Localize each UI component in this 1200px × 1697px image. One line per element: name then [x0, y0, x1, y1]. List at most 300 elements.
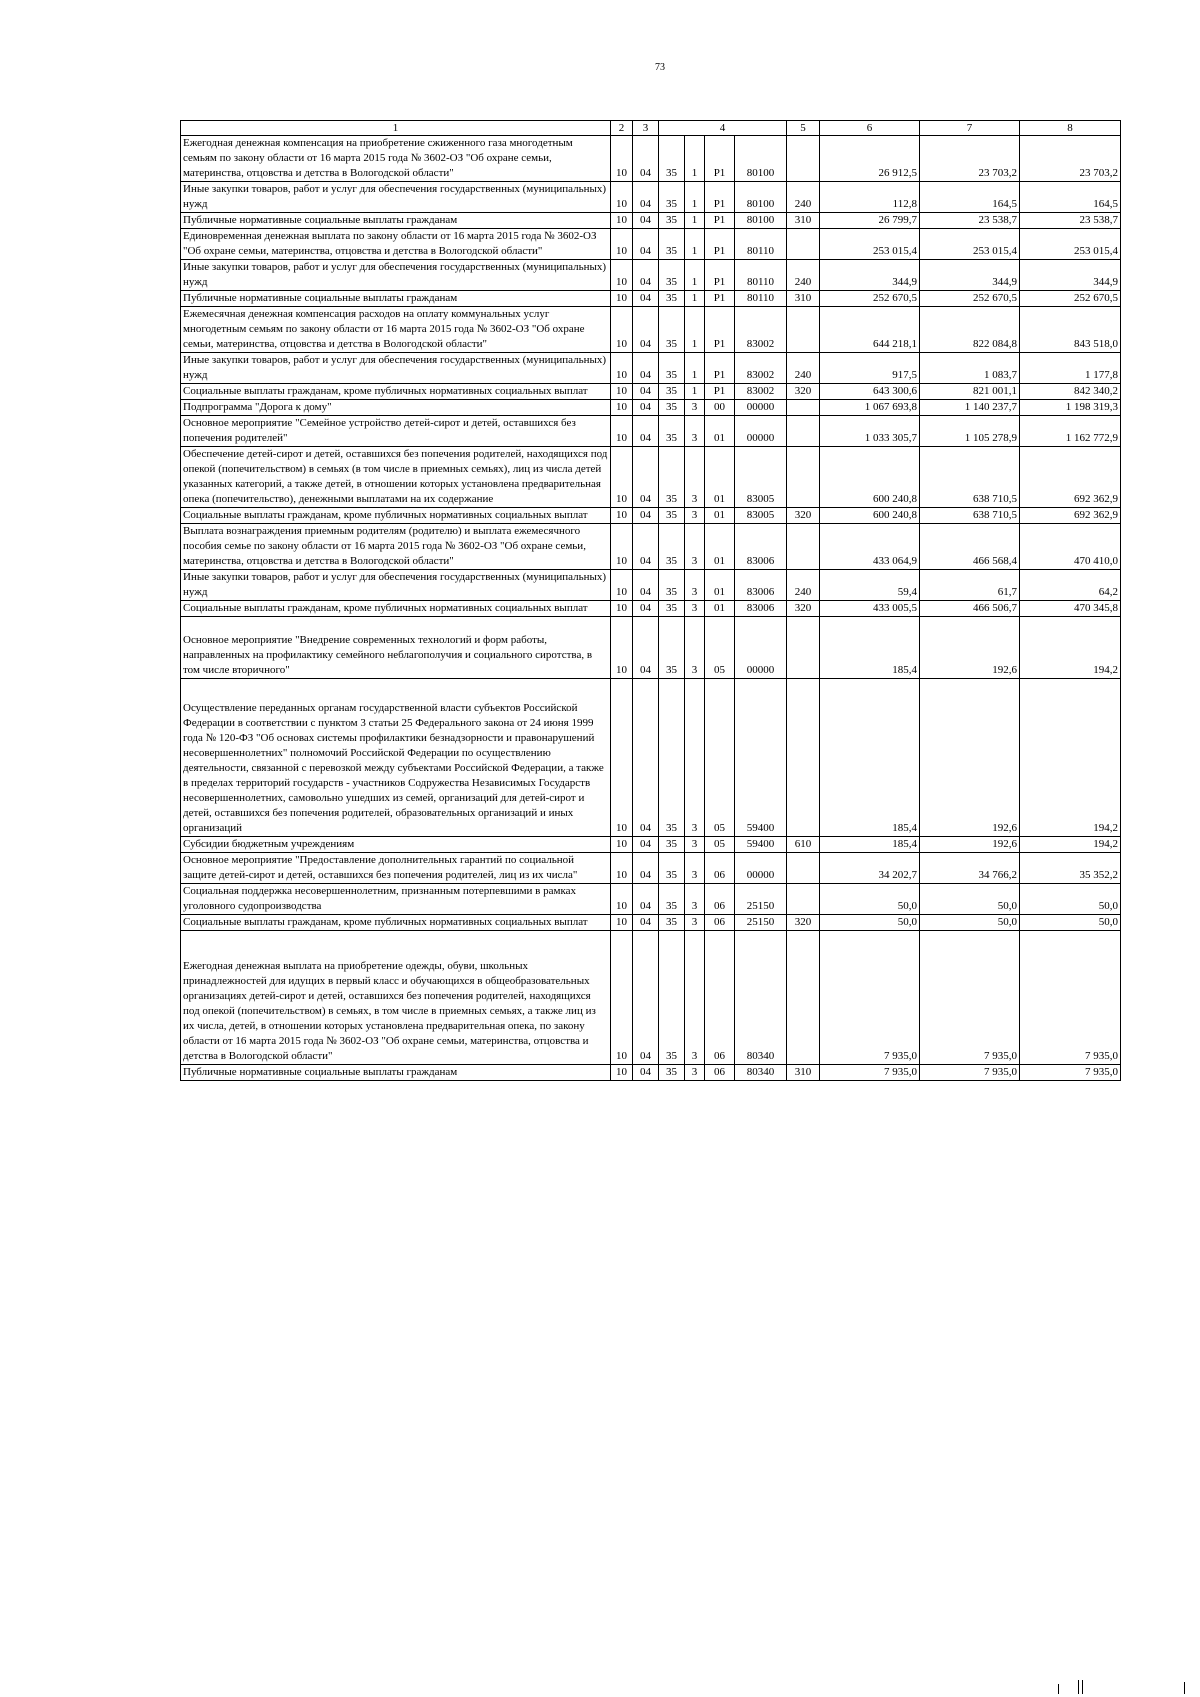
row-col-6: 917,5	[820, 353, 920, 384]
row-col-2: 10	[611, 915, 633, 931]
row-col-4-direction: Р1	[705, 182, 735, 213]
table-row	[181, 182, 1121, 213]
row-col-7: 344,9	[920, 260, 1020, 291]
table-row	[181, 400, 1121, 416]
row-col-4-subprogram: 3	[685, 508, 705, 524]
row-col-4-program: 35	[659, 229, 685, 260]
row-col-4-direction: 05	[705, 837, 735, 853]
row-col-6: 433 005,5	[820, 601, 920, 617]
row-col-6: 34 202,7	[820, 853, 920, 884]
row-col-6: 600 240,8	[820, 447, 920, 508]
table-body	[181, 136, 1121, 1081]
row-col-4-code: 83005	[735, 447, 787, 508]
row-col-7: 252 670,5	[920, 291, 1020, 307]
row-col-8: 64,2	[1020, 570, 1121, 601]
table-row	[181, 570, 1121, 601]
row-col-4-direction: Р1	[705, 136, 735, 182]
row-col-6: 26 799,7	[820, 213, 920, 229]
table-row	[181, 213, 1121, 229]
corner-mark	[1058, 1684, 1059, 1694]
row-col-4-code: 00000	[735, 416, 787, 447]
row-col-7: 821 001,1	[920, 384, 1020, 400]
row-col-5	[787, 416, 820, 447]
row-col-4-subprogram: 3	[685, 915, 705, 931]
row-col-2: 10	[611, 884, 633, 915]
row-col-4-program: 35	[659, 291, 685, 307]
row-col-7: 192,6	[920, 837, 1020, 853]
row-col-5	[787, 447, 820, 508]
row-name: Осуществление переданных органам государственной власти субъектов Российской Федерации в соответствии с пунктом 3 статьи 25 Федерального закона от 24 июня 1999 года № 120-ФЗ "Об основах системы профилактики безнадзорности и правонарушений несовершеннолетних" полномочий Российской Федерации по осуществлению деятельности, связанной с перевозкой между субъектами Российской Федерации, а также в пределах территорий государств - участников Содружества Независимых Государств несовершеннолетних, самовольно ушедших из семей, организаций для детей-сирот и детей, оставшихся без попечения родителей, образовательных организаций и иных организаций	[181, 679, 611, 837]
row-col-8: 1 198 319,3	[1020, 400, 1121, 416]
row-col-7: 1 105 278,9	[920, 416, 1020, 447]
row-col-4-program: 35	[659, 213, 685, 229]
row-col-4-code: 83006	[735, 524, 787, 570]
row-col-7: 253 015,4	[920, 229, 1020, 260]
table-row	[181, 260, 1121, 291]
row-col-7: 7 935,0	[920, 1065, 1020, 1081]
row-col-2: 10	[611, 853, 633, 884]
row-col-8: 842 340,2	[1020, 384, 1121, 400]
row-col-4-subprogram: 3	[685, 884, 705, 915]
header-col-5: 5	[787, 121, 820, 136]
row-col-5: 610	[787, 837, 820, 853]
row-col-4-subprogram: 3	[685, 447, 705, 508]
row-name: Ежегодная денежная компенсация на приобретение сжиженного газа многодетным семьям по закону области от 16 марта 2015 года № 3602-ОЗ "Об охране семьи, материнства, отцовства и детства в Вологодской области"	[181, 136, 611, 182]
row-col-5	[787, 931, 820, 1065]
row-col-8: 843 518,0	[1020, 307, 1121, 353]
row-col-2: 10	[611, 400, 633, 416]
row-col-5	[787, 679, 820, 837]
row-col-4-direction: 00	[705, 400, 735, 416]
row-col-8: 1 162 772,9	[1020, 416, 1121, 447]
row-col-5: 320	[787, 915, 820, 931]
row-col-4-subprogram: 3	[685, 837, 705, 853]
row-col-6: 344,9	[820, 260, 920, 291]
row-col-4-subprogram: 3	[685, 1065, 705, 1081]
row-col-4-subprogram: 3	[685, 524, 705, 570]
row-name: Иные закупки товаров, работ и услуг для обеспечения государственных (муниципальных) нужд	[181, 353, 611, 384]
row-col-6: 7 935,0	[820, 931, 920, 1065]
table-row	[181, 229, 1121, 260]
corner-mark	[1082, 1680, 1083, 1694]
budget-table	[180, 120, 1121, 1081]
row-col-3: 04	[633, 931, 659, 1065]
row-col-6: 7 935,0	[820, 1065, 920, 1081]
row-col-4-direction: 06	[705, 884, 735, 915]
row-col-4-program: 35	[659, 384, 685, 400]
row-col-7: 466 568,4	[920, 524, 1020, 570]
row-col-5	[787, 524, 820, 570]
row-col-2: 10	[611, 182, 633, 213]
row-col-6: 433 064,9	[820, 524, 920, 570]
header-col-7: 7	[920, 121, 1020, 136]
row-col-3: 04	[633, 260, 659, 291]
row-col-8: 252 670,5	[1020, 291, 1121, 307]
row-name: Публичные нормативные социальные выплаты гражданам	[181, 213, 611, 229]
row-col-2: 10	[611, 260, 633, 291]
row-col-4-program: 35	[659, 260, 685, 291]
corner-mark	[1184, 1682, 1185, 1694]
row-col-4-subprogram: 1	[685, 384, 705, 400]
row-col-4-direction: 06	[705, 931, 735, 1065]
row-col-3: 04	[633, 400, 659, 416]
row-name: Ежегодная денежная выплата на приобретение одежды, обуви, школьных принадлежностей для идущих в первый класс и обучающихся в общеобразовательных организациях детей-сирот и детей, оставшихся без попечения родителей, находящихся под опекой (попечительством) в семьях, в том числе в приемных семьях, а также лиц из их числа, детей, в отношении которых установлена предварительная опека, по закону области от 16 марта 2015 года № 3602-ОЗ "Об охране семьи, материнства, отцовства и детства в Вологодской области"	[181, 931, 611, 1065]
row-col-2: 10	[611, 416, 633, 447]
row-col-6: 26 912,5	[820, 136, 920, 182]
row-col-4-code: 80110	[735, 229, 787, 260]
row-col-6: 50,0	[820, 915, 920, 931]
row-name: Социальные выплаты гражданам, кроме публичных нормативных социальных выплат	[181, 601, 611, 617]
row-col-5: 320	[787, 508, 820, 524]
row-col-4-code: 80110	[735, 291, 787, 307]
row-col-4-direction: 01	[705, 570, 735, 601]
row-col-4-subprogram: 1	[685, 213, 705, 229]
row-col-6: 1 067 693,8	[820, 400, 920, 416]
header-col-6: 6	[820, 121, 920, 136]
row-col-4-code: 80340	[735, 1065, 787, 1081]
table-row	[181, 931, 1121, 1065]
table-row	[181, 853, 1121, 884]
row-col-8: 194,2	[1020, 617, 1121, 679]
row-col-4-code: 25150	[735, 884, 787, 915]
row-col-4-program: 35	[659, 508, 685, 524]
row-col-4-code: 80100	[735, 182, 787, 213]
row-name: Основное мероприятие "Семейное устройство детей-сирот и детей, оставшихся без попечения родителей"	[181, 416, 611, 447]
row-col-8: 7 935,0	[1020, 931, 1121, 1065]
row-col-3: 04	[633, 416, 659, 447]
row-col-3: 04	[633, 617, 659, 679]
row-col-4-program: 35	[659, 931, 685, 1065]
row-col-4-program: 35	[659, 884, 685, 915]
header-col-3: 3	[633, 121, 659, 136]
row-col-6: 59,4	[820, 570, 920, 601]
row-col-2: 10	[611, 931, 633, 1065]
header-col-8: 8	[1020, 121, 1121, 136]
row-col-5: 240	[787, 570, 820, 601]
header-col-2: 2	[611, 121, 633, 136]
row-col-4-code: 80340	[735, 931, 787, 1065]
row-name: Иные закупки товаров, работ и услуг для обеспечения государственных (муниципальных) нужд	[181, 570, 611, 601]
row-col-7: 1 083,7	[920, 353, 1020, 384]
row-col-8: 7 935,0	[1020, 1065, 1121, 1081]
row-col-4-direction: Р1	[705, 229, 735, 260]
row-col-4-code: 80100	[735, 213, 787, 229]
row-name: Социальные выплаты гражданам, кроме публичных нормативных социальных выплат	[181, 384, 611, 400]
row-col-7: 466 506,7	[920, 601, 1020, 617]
row-col-2: 10	[611, 291, 633, 307]
row-col-3: 04	[633, 384, 659, 400]
row-col-2: 10	[611, 508, 633, 524]
row-col-5	[787, 136, 820, 182]
row-col-2: 10	[611, 229, 633, 260]
row-name: Социальные выплаты гражданам, кроме публичных нормативных социальных выплат	[181, 508, 611, 524]
row-col-4-subprogram: 1	[685, 229, 705, 260]
row-col-4-subprogram: 3	[685, 931, 705, 1065]
row-col-3: 04	[633, 136, 659, 182]
row-col-4-direction: 01	[705, 508, 735, 524]
row-col-4-program: 35	[659, 915, 685, 931]
row-col-4-program: 35	[659, 524, 685, 570]
table-row	[181, 884, 1121, 915]
table-row	[181, 291, 1121, 307]
row-col-4-direction: 01	[705, 524, 735, 570]
row-col-2: 10	[611, 617, 633, 679]
row-col-3: 04	[633, 570, 659, 601]
row-col-4-direction: Р1	[705, 384, 735, 400]
row-name: Публичные нормативные социальные выплаты гражданам	[181, 1065, 611, 1081]
row-col-6: 185,4	[820, 679, 920, 837]
row-col-4-code: 00000	[735, 400, 787, 416]
row-name: Основное мероприятие "Предоставление дополнительных гарантий по социальной защите детей-сирот и детей, оставшихся без попечения родителей, лиц из их числа"	[181, 853, 611, 884]
row-col-4-subprogram: 3	[685, 853, 705, 884]
row-col-8: 692 362,9	[1020, 447, 1121, 508]
table-row	[181, 679, 1121, 837]
row-col-7: 50,0	[920, 915, 1020, 931]
row-name: Субсидии бюджетным учреждениям	[181, 837, 611, 853]
row-name: Иные закупки товаров, работ и услуг для обеспечения государственных (муниципальных) нужд	[181, 260, 611, 291]
row-col-4-program: 35	[659, 601, 685, 617]
row-col-4-direction: 01	[705, 416, 735, 447]
row-col-8: 50,0	[1020, 884, 1121, 915]
row-col-4-subprogram: 3	[685, 570, 705, 601]
row-col-5	[787, 229, 820, 260]
row-col-5: 320	[787, 384, 820, 400]
table-row	[181, 617, 1121, 679]
row-col-3: 04	[633, 508, 659, 524]
row-col-7: 34 766,2	[920, 853, 1020, 884]
table-row	[181, 524, 1121, 570]
row-col-4-code: 25150	[735, 915, 787, 931]
row-col-5: 310	[787, 1065, 820, 1081]
table-row	[181, 601, 1121, 617]
row-col-6: 252 670,5	[820, 291, 920, 307]
row-col-7: 192,6	[920, 617, 1020, 679]
row-col-4-direction: 01	[705, 601, 735, 617]
row-col-4-program: 35	[659, 136, 685, 182]
row-col-4-program: 35	[659, 182, 685, 213]
row-col-4-program: 35	[659, 400, 685, 416]
header-col-4: 4	[659, 121, 787, 136]
row-col-4-subprogram: 1	[685, 353, 705, 384]
row-col-2: 10	[611, 570, 633, 601]
row-col-3: 04	[633, 213, 659, 229]
row-col-4-subprogram: 1	[685, 307, 705, 353]
row-name: Выплата вознаграждения приемным родителям (родителю) и выплата ежемесячного пособия семье по закону области от 16 марта 2015 года № 3602-ОЗ "Об охране семьи, материнства, отцовства и детства в Вологодской области"	[181, 524, 611, 570]
row-col-3: 04	[633, 1065, 659, 1081]
row-col-8: 692 362,9	[1020, 508, 1121, 524]
table-row	[181, 136, 1121, 182]
table-row	[181, 384, 1121, 400]
row-col-4-subprogram: 1	[685, 291, 705, 307]
row-col-8: 35 352,2	[1020, 853, 1121, 884]
row-col-4-program: 35	[659, 853, 685, 884]
row-col-4-program: 35	[659, 570, 685, 601]
row-col-7: 23 538,7	[920, 213, 1020, 229]
row-col-4-subprogram: 1	[685, 136, 705, 182]
row-col-7: 1 140 237,7	[920, 400, 1020, 416]
row-col-7: 50,0	[920, 884, 1020, 915]
table-row	[181, 508, 1121, 524]
row-col-7: 61,7	[920, 570, 1020, 601]
row-col-3: 04	[633, 601, 659, 617]
row-name: Социальная поддержка несовершеннолетним, признанным потерпевшими в рамках уголовного судопроизводства	[181, 884, 611, 915]
row-name: Иные закупки товаров, работ и услуг для обеспечения государственных (муниципальных) нужд	[181, 182, 611, 213]
row-col-6: 185,4	[820, 837, 920, 853]
row-col-3: 04	[633, 447, 659, 508]
row-col-2: 10	[611, 447, 633, 508]
row-col-3: 04	[633, 182, 659, 213]
row-col-4-code: 83006	[735, 601, 787, 617]
table-row	[181, 837, 1121, 853]
row-col-8: 194,2	[1020, 837, 1121, 853]
row-col-4-subprogram: 1	[685, 182, 705, 213]
row-col-6: 643 300,6	[820, 384, 920, 400]
row-col-2: 10	[611, 601, 633, 617]
row-col-3: 04	[633, 915, 659, 931]
row-col-8: 1 177,8	[1020, 353, 1121, 384]
row-col-8: 470 410,0	[1020, 524, 1121, 570]
row-col-4-code: 83002	[735, 307, 787, 353]
row-name: Основное мероприятие "Внедрение современных технологий и форм работы, направленных на профилактику семейного неблагополучия и социального сиротства, в том числе вторичного"	[181, 617, 611, 679]
page-number: 73	[655, 62, 665, 73]
row-col-5: 320	[787, 601, 820, 617]
row-col-4-program: 35	[659, 416, 685, 447]
row-col-2: 10	[611, 307, 633, 353]
row-col-4-direction: Р1	[705, 213, 735, 229]
row-col-4-program: 35	[659, 679, 685, 837]
row-col-4-code: 83002	[735, 353, 787, 384]
row-col-8: 50,0	[1020, 915, 1121, 931]
row-col-7: 822 084,8	[920, 307, 1020, 353]
row-col-4-code: 00000	[735, 617, 787, 679]
row-col-8: 164,5	[1020, 182, 1121, 213]
row-col-4-subprogram: 1	[685, 260, 705, 291]
row-col-4-subprogram: 3	[685, 601, 705, 617]
row-col-6: 644 218,1	[820, 307, 920, 353]
row-col-8: 253 015,4	[1020, 229, 1121, 260]
row-col-7: 7 935,0	[920, 931, 1020, 1065]
table-row	[181, 915, 1121, 931]
row-col-4-direction: Р1	[705, 307, 735, 353]
row-name: Обеспечение детей-сирот и детей, оставшихся без попечения родителей, находящихся под опекой (попечительством) в семьях (в том числе в приемных семьях), лиц из числа детей указанных категорий, а также детей, в отношении которых установлена предварительная опека (попечительство), денежными выплатами на их содержание	[181, 447, 611, 508]
row-col-6: 253 015,4	[820, 229, 920, 260]
row-col-2: 10	[611, 679, 633, 837]
row-col-2: 10	[611, 353, 633, 384]
row-col-7: 638 710,5	[920, 447, 1020, 508]
row-col-7: 164,5	[920, 182, 1020, 213]
row-col-4-code: 00000	[735, 853, 787, 884]
row-col-7: 192,6	[920, 679, 1020, 837]
row-col-4-code: 83006	[735, 570, 787, 601]
row-col-4-program: 35	[659, 447, 685, 508]
header-row	[181, 121, 1121, 136]
row-col-5: 240	[787, 353, 820, 384]
row-col-5: 240	[787, 260, 820, 291]
row-col-5: 310	[787, 291, 820, 307]
table-row	[181, 353, 1121, 384]
row-col-3: 04	[633, 837, 659, 853]
row-col-4-direction: Р1	[705, 260, 735, 291]
row-col-2: 10	[611, 837, 633, 853]
row-col-8: 23 538,7	[1020, 213, 1121, 229]
row-name: Социальные выплаты гражданам, кроме публичных нормативных социальных выплат	[181, 915, 611, 931]
row-col-4-code: 59400	[735, 679, 787, 837]
row-col-6: 600 240,8	[820, 508, 920, 524]
row-col-8: 194,2	[1020, 679, 1121, 837]
row-col-4-subprogram: 3	[685, 416, 705, 447]
row-col-6: 1 033 305,7	[820, 416, 920, 447]
table-row	[181, 416, 1121, 447]
row-col-4-program: 35	[659, 837, 685, 853]
row-col-4-code: 83005	[735, 508, 787, 524]
row-col-8: 344,9	[1020, 260, 1121, 291]
row-col-6: 185,4	[820, 617, 920, 679]
row-col-2: 10	[611, 213, 633, 229]
row-col-4-program: 35	[659, 1065, 685, 1081]
row-col-8: 23 703,2	[1020, 136, 1121, 182]
row-col-3: 04	[633, 853, 659, 884]
row-name: Ежемесячная денежная компенсация расходов на оплату коммунальных услуг многодетным семьям по закону области от 16 марта 2015 года № 3602-ОЗ "Об охране семьи, материнства, отцовства и детства в Вологодской области"	[181, 307, 611, 353]
row-col-5	[787, 400, 820, 416]
row-col-7: 638 710,5	[920, 508, 1020, 524]
row-col-4-code: 59400	[735, 837, 787, 853]
row-col-7: 23 703,2	[920, 136, 1020, 182]
row-col-4-subprogram: 3	[685, 617, 705, 679]
corner-mark	[1078, 1680, 1079, 1694]
row-col-4-direction: Р1	[705, 353, 735, 384]
row-col-5: 310	[787, 213, 820, 229]
row-col-5	[787, 884, 820, 915]
row-name: Подпрограмма "Дорога к дому"	[181, 400, 611, 416]
row-col-3: 04	[633, 679, 659, 837]
row-col-5	[787, 617, 820, 679]
row-col-4-direction: 05	[705, 679, 735, 837]
row-col-2: 10	[611, 384, 633, 400]
row-col-3: 04	[633, 524, 659, 570]
table-row	[181, 1065, 1121, 1081]
table-row	[181, 447, 1121, 508]
row-col-4-subprogram: 3	[685, 400, 705, 416]
row-col-4-direction: 01	[705, 447, 735, 508]
row-col-6: 112,8	[820, 182, 920, 213]
row-col-3: 04	[633, 291, 659, 307]
row-col-2: 10	[611, 1065, 633, 1081]
row-col-4-code: 83002	[735, 384, 787, 400]
row-col-3: 04	[633, 884, 659, 915]
row-col-8: 470 345,8	[1020, 601, 1121, 617]
row-col-4-direction: 06	[705, 915, 735, 931]
row-col-4-program: 35	[659, 307, 685, 353]
row-col-4-subprogram: 3	[685, 679, 705, 837]
row-col-4-direction: Р1	[705, 291, 735, 307]
row-col-5	[787, 853, 820, 884]
row-col-4-program: 35	[659, 353, 685, 384]
row-col-2: 10	[611, 524, 633, 570]
row-col-4-code: 80100	[735, 136, 787, 182]
row-col-6: 50,0	[820, 884, 920, 915]
row-name: Публичные нормативные социальные выплаты гражданам	[181, 291, 611, 307]
row-col-4-direction: 06	[705, 1065, 735, 1081]
row-col-3: 04	[633, 229, 659, 260]
row-col-3: 04	[633, 307, 659, 353]
row-col-4-direction: 06	[705, 853, 735, 884]
header-col-1: 1	[181, 121, 611, 136]
row-col-5: 240	[787, 182, 820, 213]
row-col-4-direction: 05	[705, 617, 735, 679]
table-row	[181, 307, 1121, 353]
row-col-3: 04	[633, 353, 659, 384]
row-col-5	[787, 307, 820, 353]
